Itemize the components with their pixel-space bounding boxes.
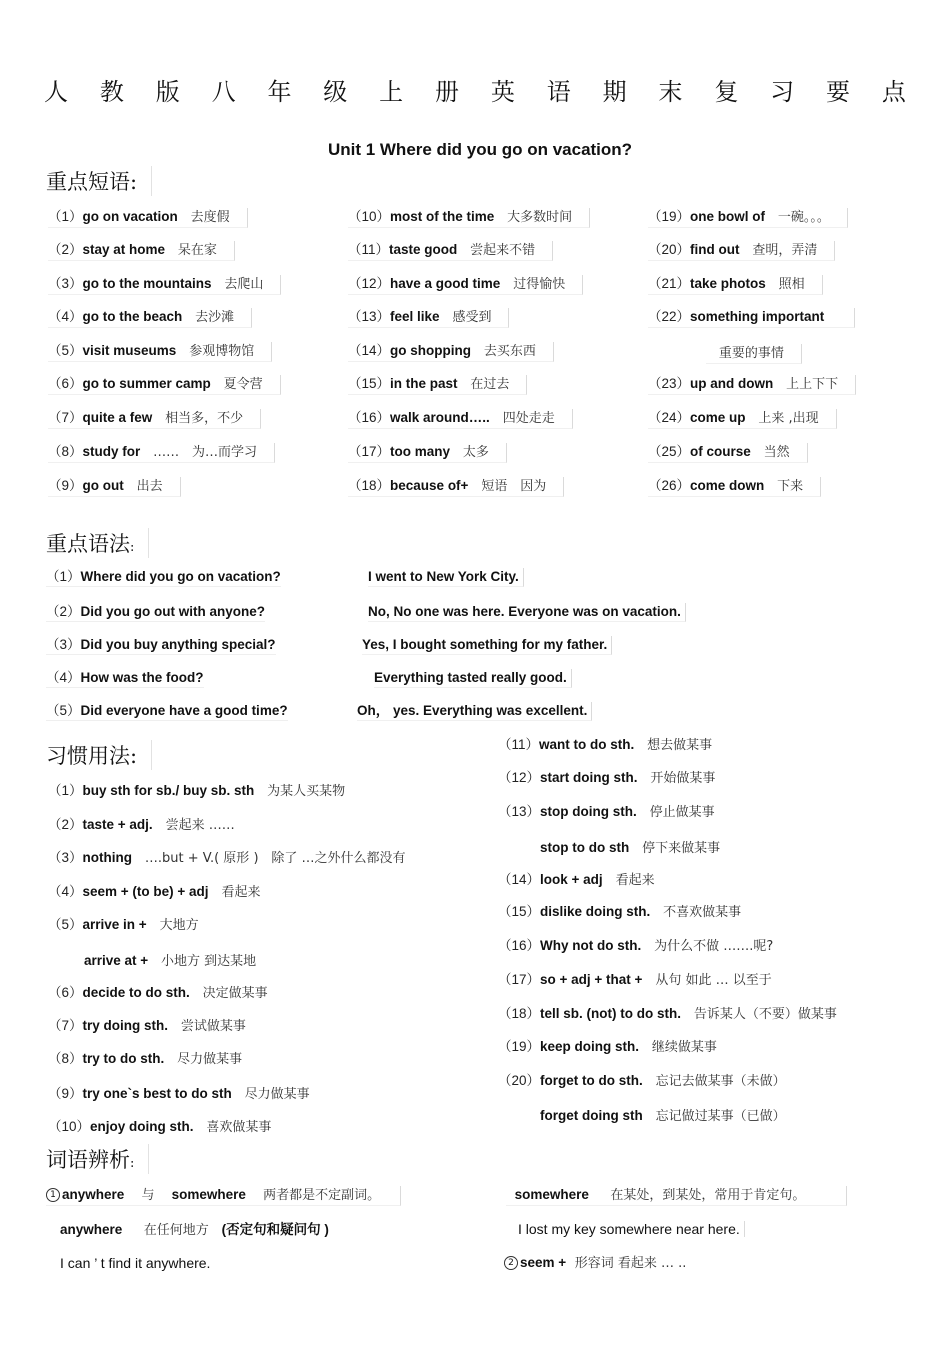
word-meaning: 在任何地方: [143, 1223, 209, 1238]
item-number: （5）: [48, 917, 83, 932]
item-number: （13）: [348, 309, 391, 324]
item-chinese: 去度假: [190, 210, 230, 225]
item-english: enjoy doing sth.: [90, 1119, 194, 1134]
list-item: [348, 275, 583, 295]
word-term: anywhere: [60, 1222, 123, 1237]
word-note-right-1: [506, 1186, 847, 1206]
section-heading-text: 习惯用法: [46, 744, 130, 768]
item-english: taste good: [389, 242, 458, 257]
section-heading-text: 重点短语: [46, 170, 130, 194]
item-number: （12）: [348, 276, 391, 291]
item-chinese: 相当多，不少: [165, 411, 244, 426]
list-item: [540, 839, 733, 858]
item-chinese: 在过去: [470, 377, 510, 392]
item-english: of course: [690, 444, 751, 459]
item-english: have a good time: [390, 276, 501, 291]
item-number: （4）: [46, 670, 81, 685]
item-english: go out: [82, 478, 124, 493]
item-chinese: 尝试做某事: [180, 1019, 246, 1034]
item-chinese: 去爬山: [224, 277, 264, 292]
list-item: [648, 275, 823, 295]
grammar-answer: [368, 568, 524, 587]
list-item: [348, 308, 509, 328]
item-number: （6）: [48, 376, 83, 391]
title-char: 册: [435, 78, 460, 106]
item-connector: 短语: [481, 479, 508, 494]
list-item: [48, 409, 261, 429]
item-chinese: 从句 如此 … 以至于: [655, 973, 772, 988]
item-number: （3）: [48, 276, 83, 291]
item-chinese: 查明，弄清: [752, 243, 818, 258]
item-chinese: 上来 ,出现: [758, 411, 819, 426]
item-english: something important: [690, 309, 825, 324]
list-item: [348, 375, 527, 395]
item-connector: ……: [153, 445, 180, 460]
item-number: （11）: [348, 242, 390, 257]
list-item: [348, 342, 554, 362]
item-number: （13）: [498, 804, 541, 819]
item-chinese: 忘记做过某事（已做）: [655, 1109, 786, 1124]
item-chinese: 太多: [462, 445, 489, 460]
item-english: try one`s best to do sth: [82, 1086, 232, 1101]
word-example-1: I can ’ t find it anywhere.: [60, 1255, 211, 1271]
grammar-row: [46, 603, 265, 622]
item-number: （5）: [48, 343, 83, 358]
word-term: somewhere: [514, 1187, 589, 1202]
item-number: （9）: [48, 1086, 83, 1101]
grammar-answer-text: I went to New York City.: [368, 569, 519, 584]
item-number: （1）: [46, 569, 81, 584]
item-chinese: 尽力做某事: [244, 1087, 310, 1102]
grammar-answer-text: Everything tasted really good.: [374, 670, 567, 685]
list-item: [48, 1017, 259, 1036]
item-number: （16）: [348, 410, 391, 425]
word-meaning: 在某处，到某处，常用于肯定句。: [610, 1188, 806, 1203]
word-term: somewhere: [171, 1187, 246, 1202]
item-chinese: 尽力做某事: [177, 1052, 243, 1067]
item-chinese: 夏令营: [223, 377, 263, 392]
item-chinese: 大多数时间: [507, 210, 573, 225]
item-number: （18）: [348, 478, 391, 493]
list-item: [48, 782, 358, 801]
list-item: [348, 477, 564, 497]
list-item: [498, 769, 728, 788]
item-chinese: 小地方 到达某地: [161, 954, 257, 969]
circled-number: 2: [504, 1256, 518, 1270]
item-english: try doing sth.: [82, 1018, 169, 1033]
list-item: [84, 952, 269, 971]
list-item: [348, 208, 590, 228]
title-char: 版: [155, 78, 180, 106]
item-chinese: 忘记去做某事（未做）: [655, 1074, 786, 1089]
item-chinese: 当然: [763, 445, 790, 460]
grammar-question: Did everyone have a good time?: [80, 703, 288, 718]
word-usage-note: (否定句和疑问句 ): [221, 1222, 329, 1237]
item-english: Why not do sth.: [540, 938, 642, 953]
grammar-question: Did you go out with anyone?: [80, 604, 266, 619]
title-char: 八: [211, 78, 236, 106]
grammar-answer: [374, 669, 572, 688]
item-chinese: 为什么不做 …….呢?: [654, 939, 774, 954]
word-note-line-1: [46, 1186, 401, 1206]
title-char: 习: [770, 78, 795, 106]
list-item: [648, 375, 856, 395]
item-english: go on vacation: [82, 209, 178, 224]
item-number: （2）: [46, 604, 81, 619]
item-number: （16）: [498, 938, 541, 953]
item-english: taste + adj.: [82, 817, 153, 832]
item-number: （14）: [498, 872, 541, 887]
item-chinese: 为…而学习: [192, 445, 258, 460]
item-english: forget to do sth.: [540, 1073, 643, 1088]
title-char: 年: [267, 78, 292, 106]
item-english: go shopping: [390, 343, 472, 358]
item-number: （19）: [498, 1039, 541, 1054]
item-chinese: 呆在家: [177, 243, 217, 258]
section-heading-usage: [46, 740, 152, 770]
item-number: （26）: [648, 478, 691, 493]
word-term: anywhere: [62, 1187, 125, 1202]
title-char: 点: [881, 78, 906, 106]
list-item: [348, 409, 573, 429]
grammar-answer: [357, 702, 592, 721]
section-heading-text: 重点语法: [46, 532, 130, 556]
item-number: （21）: [648, 276, 691, 291]
section-colon: :: [130, 1156, 135, 1171]
list-item: [648, 241, 835, 261]
item-connector: ….but + V.( 原形 ): [144, 851, 259, 866]
word-term: seem +: [520, 1255, 567, 1270]
list-item: [498, 736, 725, 755]
grammar-question: Did you buy anything special?: [80, 637, 276, 652]
item-chinese: 参观博物馆: [189, 344, 255, 359]
list-item: [498, 1038, 730, 1057]
list-item: [648, 443, 808, 463]
item-chinese: 看起来: [615, 873, 655, 888]
grammar-question: Where did you go on vacation?: [80, 569, 281, 584]
item-number: （1）: [48, 783, 83, 798]
section-colon: :: [130, 170, 138, 194]
item-chinese: 停止做某事: [649, 805, 715, 820]
item-english: find out: [690, 242, 740, 257]
item-english: come down: [690, 478, 765, 493]
item-english: take photos: [690, 276, 766, 291]
circled-number: 1: [46, 1188, 60, 1202]
title-char: 期: [602, 78, 627, 106]
list-item: [48, 883, 273, 902]
item-english: go to the mountains: [82, 276, 212, 291]
word-example-2: I lost my key somewhere near here.: [518, 1221, 745, 1237]
item-chinese: 看起来: [221, 885, 261, 900]
title-char: 要: [826, 78, 851, 106]
list-item: [648, 409, 837, 429]
item-chinese: 照相: [778, 277, 805, 292]
item-chinese: 过得愉快: [513, 277, 566, 292]
item-english: walk around…..: [390, 410, 490, 425]
section-heading-text: 词语辨析: [46, 1148, 130, 1172]
item-english: quite a few: [82, 410, 153, 425]
item-chinese: 去买东西: [483, 344, 536, 359]
item-english: forget doing sth: [540, 1108, 643, 1123]
item-chinese: 开始做某事: [650, 771, 716, 786]
title-char: 级: [323, 78, 348, 106]
item-english: start doing sth.: [540, 770, 638, 785]
item-number: （23）: [648, 376, 691, 391]
item-chinese: 上上下下: [786, 377, 839, 392]
list-item: [48, 1085, 323, 1104]
item-english: arrive at +: [84, 953, 149, 968]
grammar-answer-text: No, No one was here. Everyone was on vacation.: [368, 604, 681, 619]
item-number: （9）: [48, 478, 83, 493]
item-english: go to summer camp: [82, 376, 211, 391]
item-number: （10）: [348, 209, 391, 224]
item-english: decide to do sth.: [82, 985, 190, 1000]
item-number: （3）: [48, 850, 83, 865]
item-number: （4）: [48, 309, 83, 324]
title-char: 教: [99, 78, 124, 106]
item-chinese: 尝起来 ……: [165, 818, 235, 833]
grammar-answer-text: Yes, I bought something for my father.: [362, 637, 608, 652]
item-number: （19）: [648, 209, 691, 224]
list-item: [48, 241, 235, 261]
title-char: 末: [658, 78, 683, 106]
list-item: [648, 308, 855, 328]
item-number: （11）: [498, 737, 540, 752]
list-item: [498, 971, 785, 990]
item-chinese: 想去做某事: [647, 738, 713, 753]
item-number: （17）: [348, 444, 391, 459]
item-number: （17）: [498, 972, 541, 987]
item-english: dislike doing sth.: [540, 904, 651, 919]
list-item: [48, 308, 252, 328]
item-english: feel like: [390, 309, 440, 324]
list-item: [48, 816, 248, 835]
grammar-question: How was the food?: [80, 670, 204, 685]
item-english: want to do sth.: [539, 737, 635, 752]
list-item: [48, 477, 181, 497]
list-item: [540, 1107, 799, 1126]
list-item: [348, 241, 553, 261]
item-chinese: 一碗。。。: [777, 210, 830, 225]
list-item: [498, 1005, 850, 1024]
list-item: [498, 871, 667, 890]
grammar-row: [46, 568, 281, 587]
list-item: [498, 903, 754, 922]
item-chinese: 因为: [520, 479, 547, 494]
item-chinese: 喜欢做某事: [206, 1120, 272, 1135]
list-item: [348, 443, 507, 463]
item-english: stay at home: [82, 242, 166, 257]
item-english: look + adj: [540, 872, 603, 887]
item-english: one bowl of: [690, 209, 766, 224]
section-heading-words: [46, 1144, 149, 1174]
item-english: so + adj + that +: [540, 972, 643, 987]
item-english: stop doing sth.: [540, 804, 637, 819]
item-number: （15）: [348, 376, 391, 391]
item-chinese: 告诉某人（不要）做某事: [693, 1007, 837, 1022]
item-english: arrive in +: [82, 917, 147, 932]
grammar-answer: [362, 636, 612, 655]
item-english: come up: [690, 410, 746, 425]
item-number: （3）: [46, 637, 81, 652]
item-number: （8）: [48, 1051, 83, 1066]
item-english: tell sb. (not) to do sth.: [540, 1006, 682, 1021]
list-item: [498, 1072, 799, 1091]
item-number: （24）: [648, 410, 691, 425]
unit-title: Unit 1 Where did you go on vacation?: [327, 140, 633, 159]
list-item: [498, 937, 786, 956]
list-item: [48, 275, 281, 295]
list-item: [48, 984, 281, 1003]
item-english: most of the time: [390, 209, 495, 224]
list-item: [48, 916, 211, 935]
page-title: [44, 72, 906, 107]
list-item: [498, 803, 728, 822]
item-english: study for: [82, 444, 141, 459]
item-number: （6）: [48, 985, 83, 1000]
list-item: [648, 208, 848, 228]
item-chinese: 继续做某事: [651, 1040, 717, 1055]
item-chinese: 感受到: [452, 310, 492, 325]
item-number: （22）: [648, 309, 691, 324]
item-english: seem + (to be) + adj: [82, 884, 209, 899]
item-number: （20）: [498, 1073, 541, 1088]
grammar-row: [46, 669, 204, 688]
item-chinese: 下来: [777, 479, 804, 494]
title-char: 语: [546, 78, 571, 106]
item-chinese: 大地方: [159, 918, 199, 933]
item-english: try to do sth.: [82, 1051, 165, 1066]
grammar-answer: [368, 603, 686, 622]
item-english: stop to do sth: [540, 840, 630, 855]
item-number: （4）: [48, 884, 83, 899]
item-number: （20）: [648, 242, 691, 257]
item-number: （14）: [348, 343, 391, 358]
item-number: （2）: [48, 242, 83, 257]
title-char: 复: [714, 78, 739, 106]
item-number: （10）: [48, 1119, 91, 1134]
word-meaning: 形容词 看起来 … ..: [574, 1256, 687, 1271]
item-english: buy sth for sb./ buy sb. sth: [82, 783, 255, 798]
list-item: [706, 344, 802, 364]
list-item: [48, 375, 281, 395]
item-number: （15）: [498, 904, 541, 919]
item-chinese: 决定做某事: [202, 986, 268, 1001]
item-english: visit museums: [82, 343, 177, 358]
item-number: （5）: [46, 703, 81, 718]
item-english: because of+: [390, 478, 469, 493]
item-number: （7）: [48, 410, 83, 425]
section-colon: :: [130, 744, 138, 768]
item-chinese: 尝起来不错: [470, 243, 536, 258]
list-item: [48, 443, 275, 463]
item-number: （8）: [48, 444, 83, 459]
word-note-right-3: [504, 1254, 686, 1273]
item-chinese: 不喜欢做某事: [663, 905, 742, 920]
item-chinese: 去沙滩: [195, 310, 235, 325]
item-chinese: 为某人买某物: [267, 784, 346, 799]
section-colon: :: [130, 540, 135, 555]
item-chinese: 四处走走: [502, 411, 555, 426]
item-number: （25）: [648, 444, 691, 459]
item-number: （7）: [48, 1018, 83, 1033]
grammar-row: [46, 702, 288, 721]
section-heading-grammar: [46, 528, 149, 558]
item-english: up and down: [690, 376, 774, 391]
item-number: （18）: [498, 1006, 541, 1021]
item-english: in the past: [390, 376, 458, 391]
title-char: 英: [490, 78, 515, 106]
list-item: [48, 1118, 284, 1137]
item-chinese: 出去: [136, 479, 163, 494]
list-item: [648, 477, 821, 497]
list-item: [48, 849, 418, 868]
item-english: too many: [390, 444, 451, 459]
item-chinese: 重要的事情: [718, 346, 784, 361]
item-number: （12）: [498, 770, 541, 785]
word-connector: 与: [141, 1188, 155, 1203]
item-english: go to the beach: [82, 309, 183, 324]
item-chinese: 除了 …之外什么都没有: [271, 851, 406, 866]
word-note-line-2: [60, 1221, 329, 1240]
word-meaning: 两者都是不定副词。: [263, 1188, 381, 1203]
grammar-answer-text: Oh， yes. Everything was excellent.: [357, 703, 588, 718]
title-char: 上: [379, 78, 404, 106]
list-item: [48, 208, 248, 228]
section-heading-phrases: [46, 166, 152, 196]
list-item: [48, 342, 272, 362]
item-english: keep doing sth.: [540, 1039, 640, 1054]
grammar-row: [46, 636, 276, 655]
list-item: [48, 1050, 255, 1069]
item-chinese: 停下来做某事: [642, 841, 721, 856]
item-english: nothing: [82, 850, 132, 865]
title-char: 人: [44, 78, 68, 106]
item-number: （1）: [48, 209, 83, 224]
item-number: （2）: [48, 817, 83, 832]
